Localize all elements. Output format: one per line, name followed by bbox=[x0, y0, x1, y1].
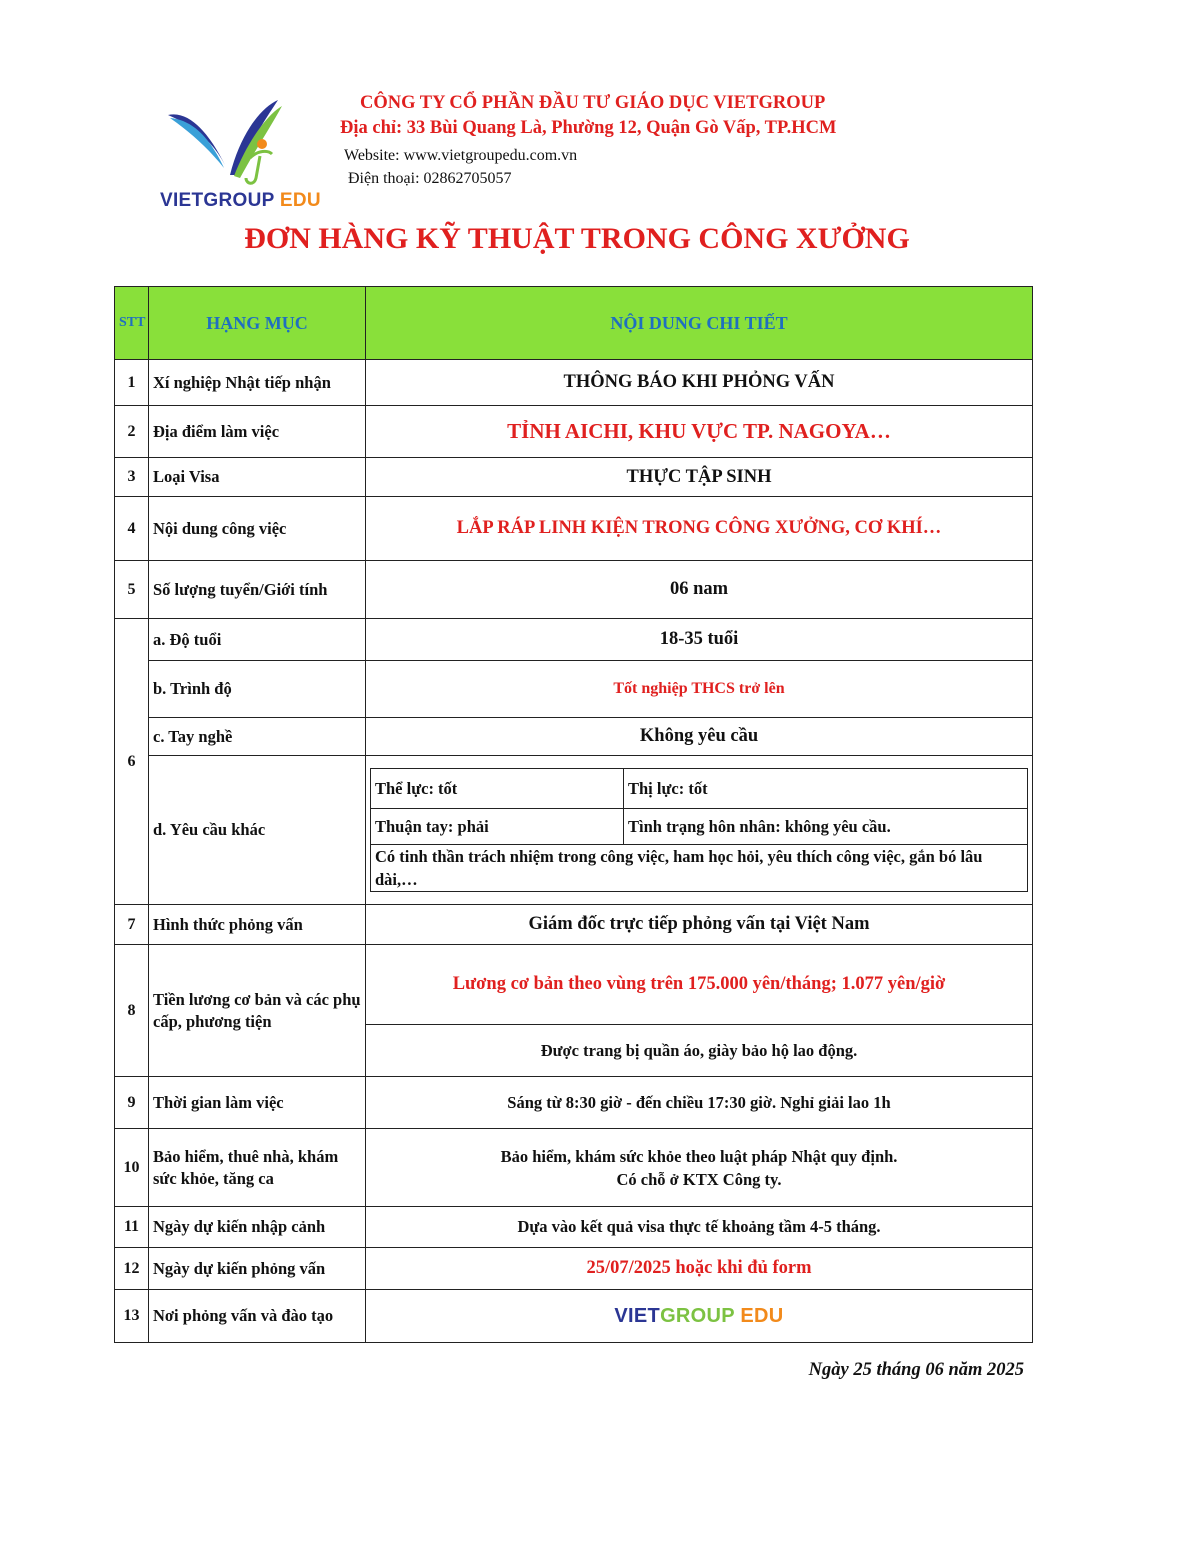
row-category: Loại Visa bbox=[149, 458, 366, 497]
table-row bbox=[115, 756, 1033, 905]
insurance-line: Bảo hiểm, khám sức khỏe theo luật pháp Nhật quy định. bbox=[500, 1146, 898, 1166]
salary-detail: Lương cơ bản theo vùng trên 175.000 yên/tháng; 1.077 yên/giờ bbox=[366, 945, 1033, 1025]
row-number: 5 bbox=[115, 561, 149, 619]
table-row bbox=[115, 718, 1033, 756]
table-row bbox=[115, 497, 1033, 561]
physical-requirement: Thể lực: tốt bbox=[371, 769, 624, 809]
vision-requirement: Thị lực: tốt bbox=[624, 769, 1028, 809]
row-detail: THÔNG BÁO KHI PHỎNG VẤN bbox=[366, 360, 1033, 406]
row-detail: Dựa vào kết quả visa thực tế khoảng tầm 4-5 tháng. bbox=[366, 1207, 1033, 1248]
equipment-detail: Được trang bị quần áo, giày bảo hộ lao động. bbox=[366, 1025, 1033, 1077]
row-category: Số lượng tuyển/Giới tính bbox=[149, 561, 366, 619]
row-category: Bảo hiểm, thuê nhà, khám sức khỏe, tăng ca bbox=[149, 1129, 366, 1207]
row-detail: 06 nam bbox=[366, 561, 1033, 619]
row-detail: Giám đốc trực tiếp phỏng vấn tại Việt Nam bbox=[366, 905, 1033, 945]
row-category: Xí nghiệp Nhật tiếp nhận bbox=[149, 360, 366, 406]
row-number: 7 bbox=[115, 905, 149, 945]
table-row bbox=[115, 1248, 1033, 1290]
row-category: b. Trình độ bbox=[149, 661, 366, 718]
brand-wordmark: VIETGROUP EDU bbox=[366, 1290, 1033, 1343]
row-number: 10 bbox=[115, 1129, 149, 1207]
row-category: Địa điểm làm việc bbox=[149, 406, 366, 458]
table-row bbox=[115, 945, 1033, 1025]
job-details-table bbox=[114, 286, 1033, 1343]
hand-requirement: Thuận tay: phải bbox=[371, 809, 624, 845]
logo-wordmark: VIETGROUP EDU bbox=[160, 190, 321, 211]
row-number: 6 bbox=[115, 619, 149, 905]
header-category: HẠNG MỤC bbox=[149, 287, 366, 360]
row-detail: Sáng từ 8:30 giờ - đến chiều 17:30 giờ. Nghỉ giải lao 1h bbox=[366, 1077, 1033, 1129]
row-category: Nơi phỏng vấn và đào tạo bbox=[149, 1290, 366, 1343]
row-number: 3 bbox=[115, 458, 149, 497]
row-number: 9 bbox=[115, 1077, 149, 1129]
row-category: Nội dung công việc bbox=[149, 497, 366, 561]
header-detail: NỘI DUNG CHI TIẾT bbox=[366, 287, 1033, 360]
table-row bbox=[115, 561, 1033, 619]
row-detail: 25/07/2025 hoặc khi đủ form bbox=[366, 1248, 1033, 1290]
header-stt: STT bbox=[115, 287, 149, 360]
row-number: 4 bbox=[115, 497, 149, 561]
row-category: Ngày dự kiến nhập cảnh bbox=[149, 1207, 366, 1248]
row-category: d. Yêu cầu khác bbox=[149, 756, 366, 905]
table-row bbox=[115, 661, 1033, 718]
dormitory-line: Có chỗ ở KTX Công ty. bbox=[616, 1169, 782, 1189]
row-category: Hình thức phỏng vấn bbox=[149, 905, 366, 945]
row-category: Ngày dự kiến phỏng vấn bbox=[149, 1248, 366, 1290]
table-row bbox=[115, 360, 1033, 406]
row-number: 11 bbox=[115, 1207, 149, 1248]
attitude-requirement: Có tinh thần trách nhiệm trong công việc, ham học hỏi, yêu thích công việc, gắn bó lâu dài,… bbox=[371, 845, 1028, 892]
company-address: Địa chỉ: 33 Bùi Quang Là, Phường 12, Quận Gò Vấp, TP.HCM bbox=[340, 118, 837, 138]
row-detail bbox=[366, 1129, 1033, 1207]
table-row bbox=[115, 406, 1033, 458]
document-title: ĐƠN HÀNG KỸ THUẬT TRONG CÔNG XƯỞNG bbox=[244, 222, 910, 255]
row-detail: 18-35 tuổi bbox=[366, 619, 1033, 661]
table-row bbox=[115, 619, 1033, 661]
company-phone: Điện thoại: 02862705057 bbox=[348, 170, 512, 187]
row-number: 13 bbox=[115, 1290, 149, 1343]
table-row bbox=[115, 1290, 1033, 1343]
row-category: Thời gian làm việc bbox=[149, 1077, 366, 1129]
table-row bbox=[115, 1077, 1033, 1129]
company-website: Website: www.vietgroupedu.com.vn bbox=[344, 147, 578, 164]
table-row bbox=[115, 905, 1033, 945]
row-category: Tiền lương cơ bản và các phụ cấp, phương tiện bbox=[149, 945, 366, 1077]
row-category: c. Tay nghề bbox=[149, 718, 366, 756]
table-row bbox=[115, 1207, 1033, 1248]
marital-requirement: Tình trạng hôn nhân: không yêu cầu. bbox=[624, 809, 1028, 845]
document-date: Ngày 25 tháng 06 năm 2025 bbox=[808, 1360, 1024, 1380]
table-row bbox=[115, 458, 1033, 497]
row-number: 12 bbox=[115, 1248, 149, 1290]
other-requirements bbox=[366, 756, 1033, 905]
row-number: 1 bbox=[115, 360, 149, 406]
row-detail: LẮP RÁP LINH KIỆN TRONG CÔNG XƯỞNG, CƠ KHÍ… bbox=[366, 497, 1033, 561]
row-category: a. Độ tuổi bbox=[149, 619, 366, 661]
table-row bbox=[115, 1129, 1033, 1207]
row-detail: THỰC TẬP SINH bbox=[366, 458, 1033, 497]
row-detail: TỈNH AICHI, KHU VỰC TP. NAGOYA… bbox=[366, 406, 1033, 458]
company-name: CÔNG TY CỔ PHẦN ĐẦU TƯ GIÁO DỤC VIETGROUP bbox=[360, 93, 826, 113]
row-number: 8 bbox=[115, 945, 149, 1077]
table-header-row bbox=[115, 287, 1033, 360]
row-detail: Không yêu cầu bbox=[366, 718, 1033, 756]
row-detail: Tốt nghiệp THCS trở lên bbox=[366, 661, 1033, 718]
row-number: 2 bbox=[115, 406, 149, 458]
